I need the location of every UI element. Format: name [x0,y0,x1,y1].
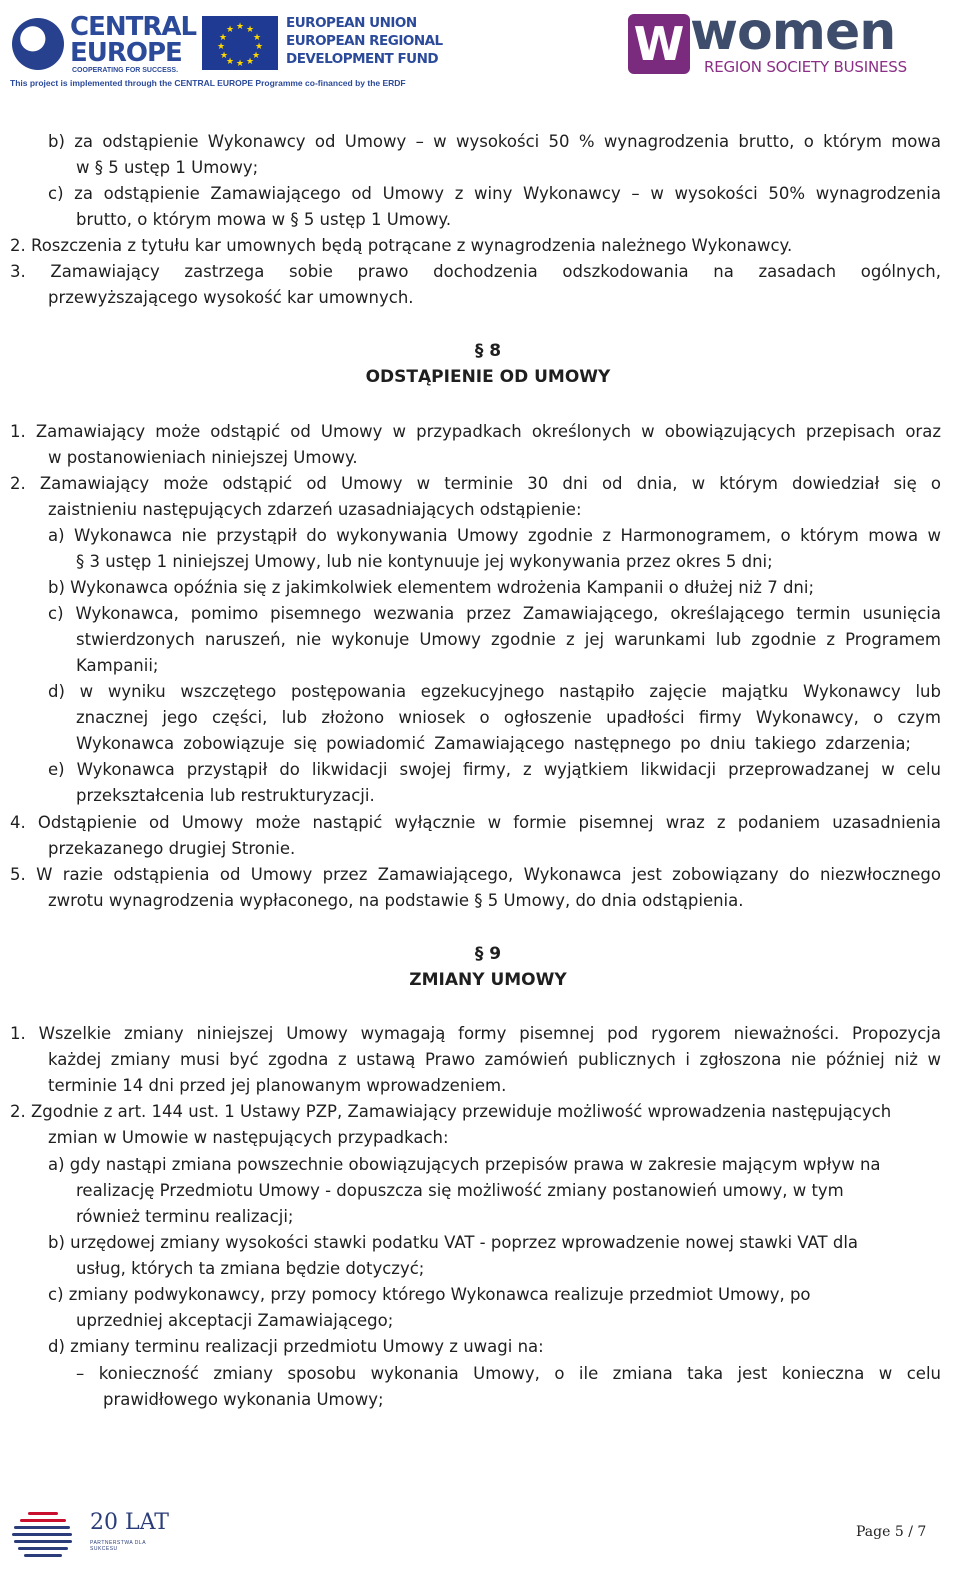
text-line: zaistnieniu następujących zdarzeń uzasadniających odstąpienie: [48,500,582,519]
eu-flag-icon: ★ ★ ★ ★ ★ ★ ★ ★ ★ ★ ★ ★ [202,16,278,70]
text-line: b) Wykonawca opóźnia się z jakimkolwiek elementem wdrożenia Kampanii o dłużej niż 7 dni; [48,578,815,597]
text-line: a) Wykonawca nie przystąpił do wykonywania Umowy zgodnie z Harmonogramem, o którym mowa w [48,526,941,545]
section-9-number: § 9 [474,944,502,964]
text-line: 1. Zamawiający może odstąpić od Umowy w przypadkach określonych w obowiązujących przepisach oraz [10,422,941,441]
text-line: 2. Zgodnie z art. 144 ust. 1 Ustawy PZP, Zamawiający przewiduje możliwość wprowadzenia następujących [10,1102,892,1121]
text-line: d) zmiany terminu realizacji przedmiotu Umowy z uwagi na: [48,1337,544,1356]
eu-line2: EUROPEAN REGIONAL [286,33,443,49]
text-line: e) Wykonawca przystąpił do likwidacji swojej firmy, z wyjątkiem likwidacji przeprowadzanej w celu [48,760,941,779]
section-8-number: § 8 [474,341,502,361]
eu-line1: EUROPEAN UNION [286,15,417,31]
text-line: § 3 ustęp 1 niniejszej Umowy, lub nie kontynuuje jej wykonywania przez okres 5 dni; [76,552,773,571]
text-line: każdej zmiany musi być zgodna z ustawą Prawo zamówień publicznych i zgłoszona nie później niż w [48,1050,941,1069]
text-line: – konieczność zmiany sposobu wykonania Umowy, o ile zmiana taka jest konieczna w celu [76,1364,941,1383]
page-number: Page 5 / 7 [856,1524,927,1540]
eu-line3: DEVELOPMENT FUND [286,51,439,67]
text-line: przekazanego drugiej Stronie. [48,839,296,858]
anniversary-logo [4,1496,174,1576]
text-line: również terminu realizacji; [76,1207,294,1226]
project-note: This project is implemented through the CENTRAL EUROPE Programme co-financed by the ERDF [10,78,406,88]
central-europe-emblem-icon [12,18,64,70]
text-line: przekształcenia lub restrukturyzacji. [76,786,375,805]
central-europe-line2: EUROPE [70,38,182,68]
text-line: Wykonawca zobowiązuje się powiadomić Zamawiającego następnego po dniu takiego zdarzenia; [76,734,911,753]
women-logo-subtitle: REGION SOCIETY BUSINESS [704,58,907,76]
women-logo-mark: W [628,14,690,74]
text-line: zmian w Umowie w następujących przypadkach: [48,1128,449,1147]
section-8-title: ODSTĄPIENIE OD UMOWY [365,367,611,387]
central-europe-line1: CENTRAL [70,12,197,42]
swirl-emblem-icon [10,1508,74,1564]
text-line: c) zmiany podwykonawcy, przy pomocy którego Wykonawca realizuje przedmiot Umowy, po [48,1285,811,1304]
text-line: brutto, o którym mowa w § 5 ustęp 1 Umowy. [76,210,452,229]
text-line: realizację Przedmiotu Umowy - dopuszcza się możliwość zmiany postanowień umowy, w tym [76,1181,844,1200]
text-line: 5. W razie odstąpienia od Umowy przez Zamawiającego, Wykonawca jest zobowiązany do niezwłocznego [10,865,941,884]
text-line: usług, których ta zmiana będzie dotyczyć; [76,1259,425,1278]
text-line: znacznej jego części, lub złożono wniosek o ogłoszenie upadłości firmy Wykonawcy, o czym [76,708,941,727]
text-line: 2. Zamawiający może odstąpić od Umowy w terminie 30 dni od dnia, w którym dowiedział się o [10,474,941,493]
text-line: 2. Roszczenia z tytułu kar umownych będą potrącane z wynagrodzenia należnego Wykonawcy. [10,236,793,255]
text-line: uprzedniej akceptacji Zamawiającego; [76,1311,394,1330]
text-line: 1. Wszelkie zmiany niniejszej Umowy wymagają formy pisemnej pod rygorem nieważności. Propozycja [10,1024,941,1043]
central-europe-logo [8,10,197,74]
eu-fund-label [286,14,443,68]
section-9-title: ZMIANY UMOWY [409,970,567,990]
text-line: Kampanii; [76,656,159,675]
anniversary-subtitle: PARTNERSTWA DLA SUKCESU [90,1540,146,1552]
central-europe-tagline: COOPERATING FOR SUCCESS. [72,67,179,74]
text-line: b) urzędowej zmiany wysokości stawki podatku VAT - poprzez wprowadzenie nowej stawki VAT dla [48,1233,859,1252]
text-line: przewyższającego wysokość kar umownych. [48,288,414,307]
text-line: c) Wykonawca, pomimo pisemnego wezwania przez Zamawiającego, określającego termin usunięcia [48,604,941,623]
anniversary-title: 20 LAT [90,1510,169,1535]
women-logo-word: women [690,2,896,62]
text-line: c) za odstąpienie Zamawiającego od Umowy z winy Wykonawcy – w wysokości 50% wynagrodzenia [48,184,941,203]
text-line: prawidłowego wykonania Umowy; [103,1390,384,1409]
text-line: terminie 14 dni przed jej planowanym wprowadzeniem. [48,1076,507,1095]
text-line: d) w wyniku wszczętego postępowania egzekucyjnego nastąpiło zajęcie majątku Wykonawcy lub [48,682,941,701]
text-line: stwierdzonych naruszeń, nie wykonuje Umowy zgodnie z jej warunkami lub zgodnie z Programem [76,630,941,649]
page-header [0,0,960,100]
text-line: 4. Odstąpienie od Umowy może nastąpić wyłącznie w formie pisemnej wraz z podaniem uzasadnienia [10,813,941,832]
text-line: zwrotu wynagrodzenia wypłaconego, na podstawie § 5 Umowy, do dnia odstąpienia. [48,891,744,910]
text-line: a) gdy nastąpi zmiana powszechnie obowiązujących przepisów prawa w zakresie mającym wpływ na [48,1155,881,1174]
text-line: 3. Zamawiający zastrzega sobie prawo dochodzenia odszkodowania na zasadach ogólnych, [10,262,941,281]
text-line: b) za odstąpienie Wykonawcy od Umowy – w wysokości 50 % wynagrodzenia brutto, o którym mowa [48,132,941,151]
text-line: w § 5 ustęp 1 Umowy; [76,158,259,177]
text-line: w postanowieniach niniejszej Umowy. [48,448,358,467]
